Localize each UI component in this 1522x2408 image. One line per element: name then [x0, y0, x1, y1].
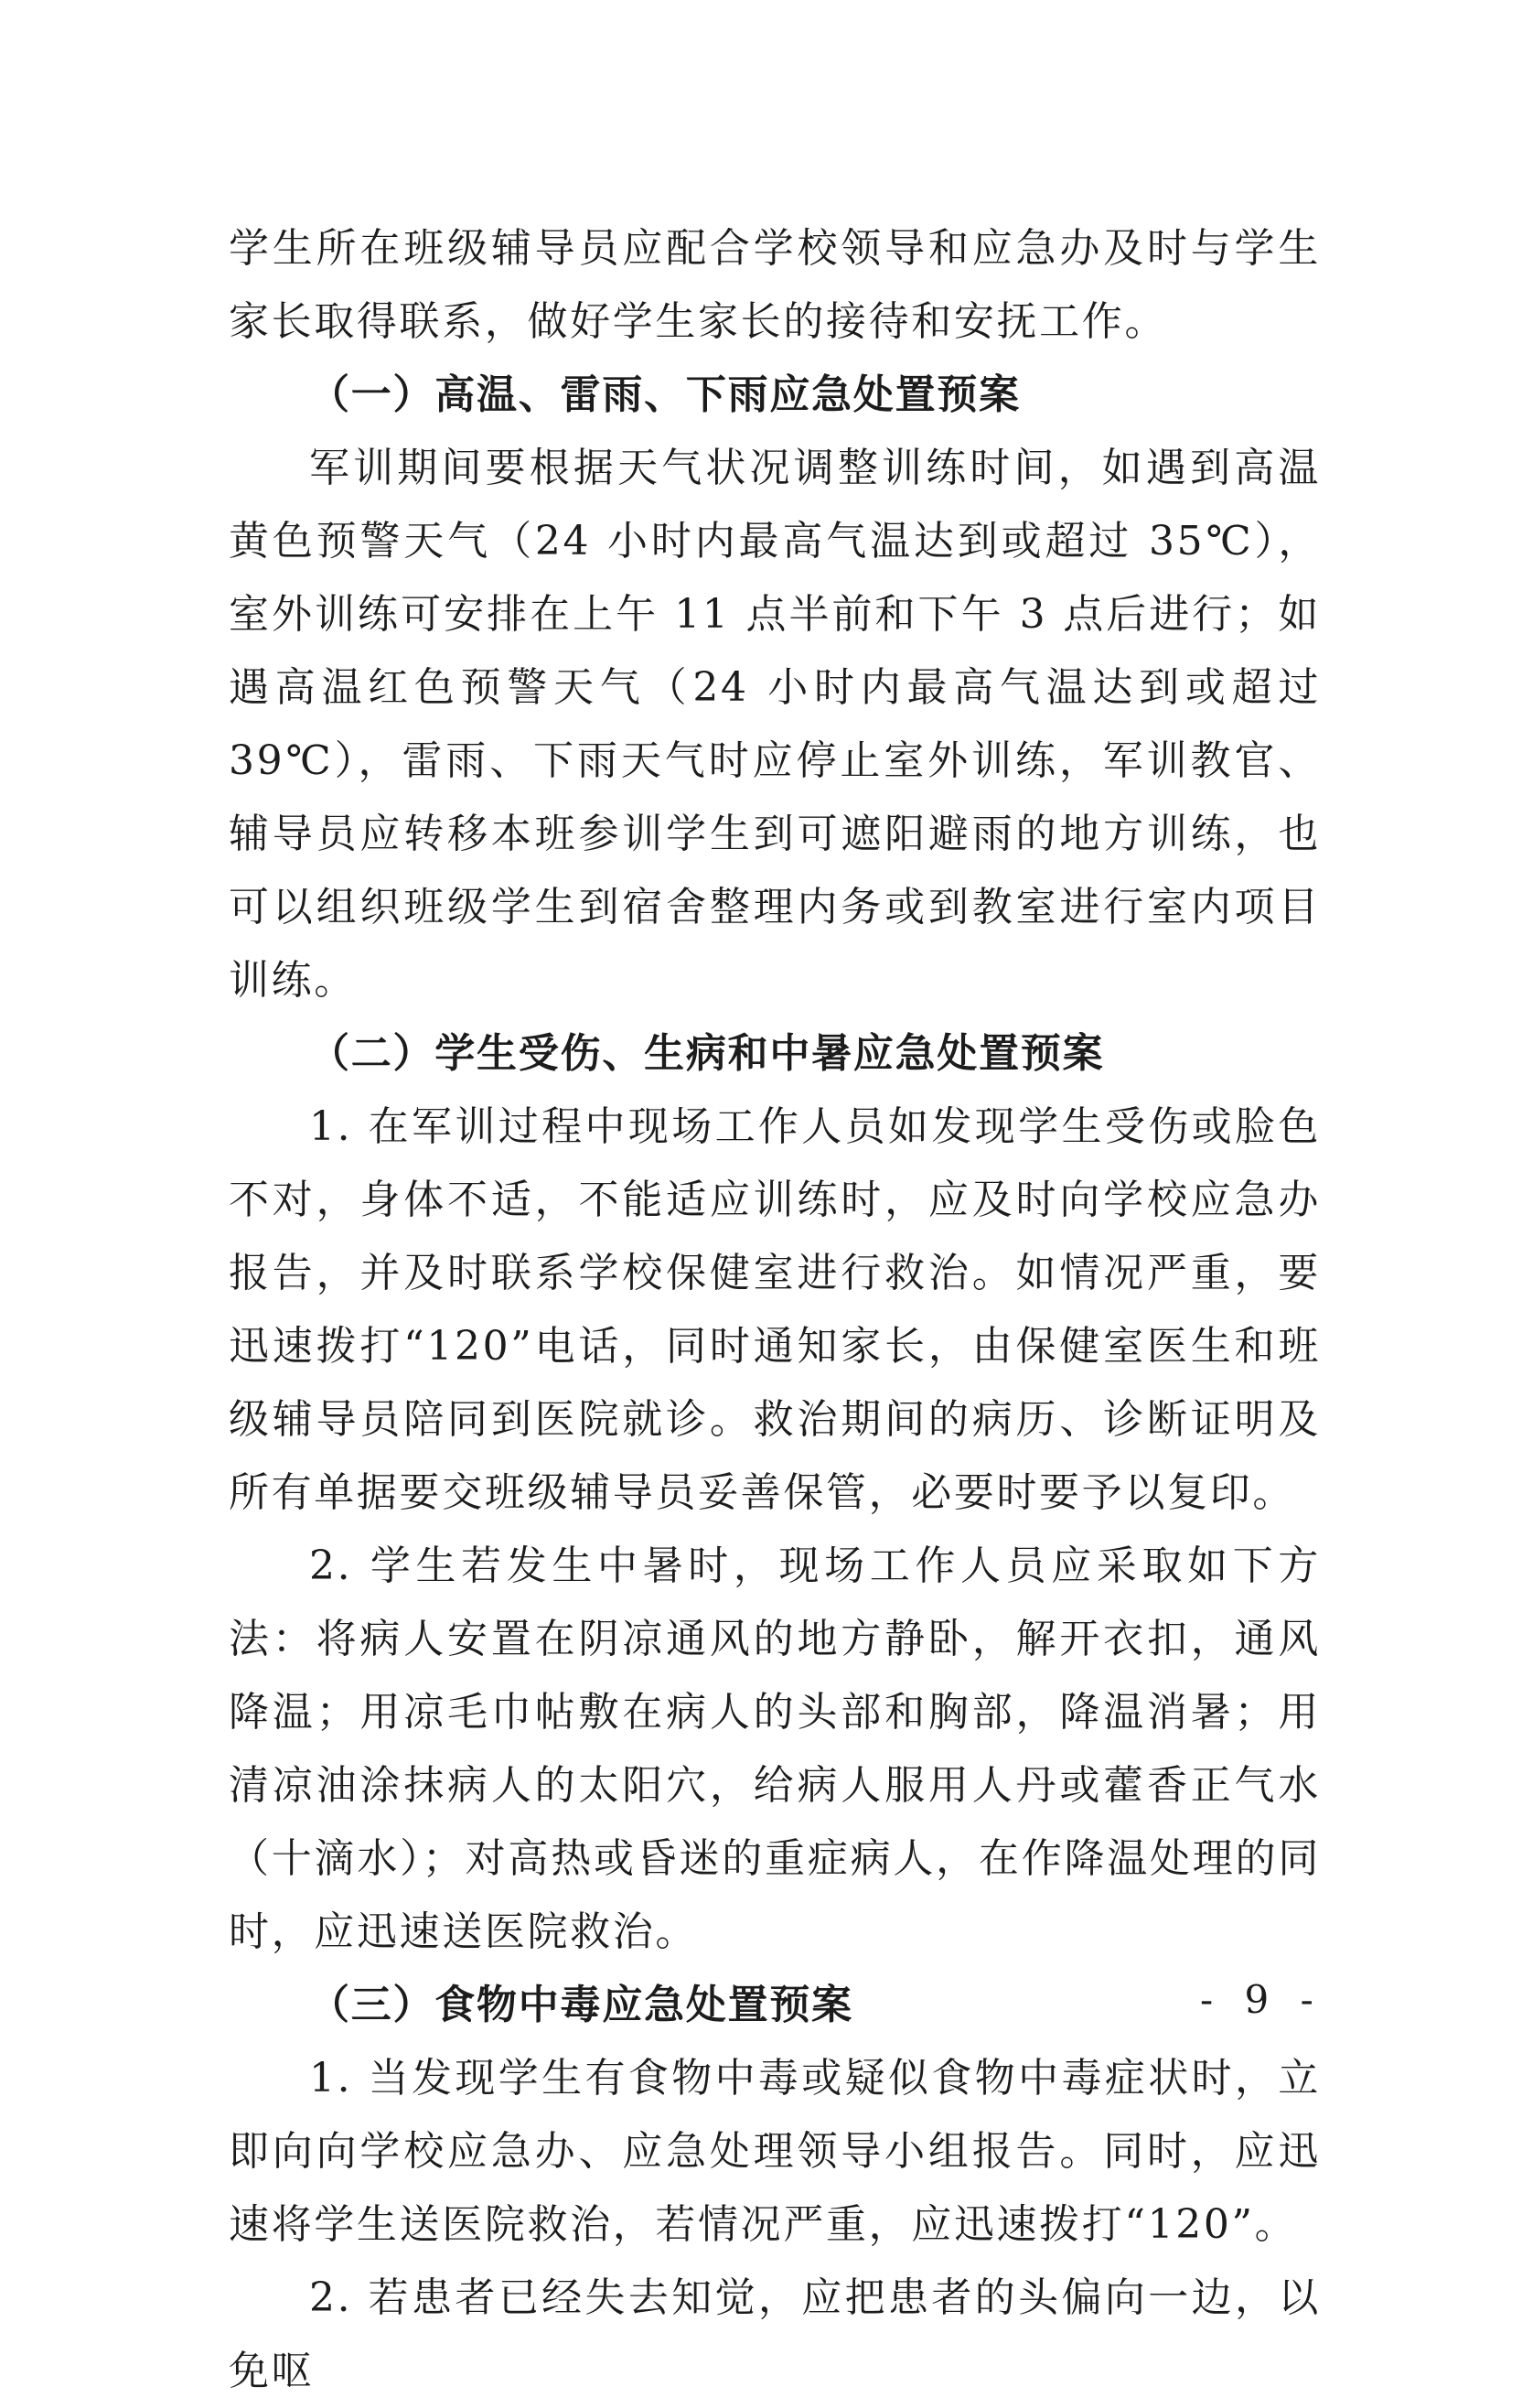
paragraph-heatstroke-step-2: 2. 学生若发生中暑时，现场工作人员应采取如下方法：将病人安置在阴凉通风的地方静卧，解开衣扣，通风降温；用凉毛巾帖敷在病人的头部和胸部，降温消暑；用清凉油涂抹病人的太阳穴，给病人服用人丹或藿香正气水（十滴水）；对高热或昏迷的重症病人，在作降温处理的同时，应迅速送医院救治。 [229, 1543, 1321, 1955]
document-body [229, 212, 1324, 2408]
heading-injury-plan: （二）学生受伤、生病和中暑应急处置预案 [309, 1030, 1105, 1077]
paragraph-weather-plan: 军训期间要根据天气状况调整训练时间，如遇到高温黄色预警天气（24 小时内最高气温达到或超过 35℃），室外训练可安排在上午 11 点半前和下午 3 点后进行；如遇高温红色预警天气（24 小时内最高气温达到或超过 39℃），雷雨、下雨天气时应停止室外训练，军训教官、辅导员应转移本班参训学生到可遮阳避雨的地方训练，也可以组织班级学生到宿舍整理内务或到教室进行室内项目训练。 [229, 445, 1321, 1004]
paragraph-food-poisoning-step-1: 1. 当发现学生有食物中毒或疑似食物中毒症状时，立即向向学校应急办、应急处理领导小组报告。同时，应迅速将学生送医院救治，若情况严重，应迅速拨打“120”。 [229, 2055, 1321, 2248]
heading-food-poisoning-plan: （三）食物中毒应急处置预案 [309, 1982, 853, 2028]
paragraph-food-poisoning-step-2: 2. 若患者已经失去知觉，应把患者的头偏向一边，以免呕 [229, 2274, 1321, 2394]
heading-weather-plan: （一）高温、雷雨、下雨应急处置预案 [309, 371, 1021, 418]
paragraph-injury-step-1: 1. 在军训过程中现场工作人员如发现学生受伤或脸色不对，身体不适，不能适应训练时，应及时向学校应急办报告，并及时联系学校保健室进行救治。如情况严重，要迅速拨打“120”电话，同时通知家长，由保健室医生和班级辅导员陪同到医院就诊。救治期间的病历、诊断证明及所有单据要交班级辅导员妥善保管，必要时要予以复印。 [229, 1103, 1321, 1516]
paragraph-parent-contact: 学生所在班级辅导员应配合学校领导和应急办及时与学生家长取得联系，做好学生家长的接待和安抚工作。 [229, 225, 1321, 345]
page-number: - 9 - [1200, 1977, 1324, 2022]
